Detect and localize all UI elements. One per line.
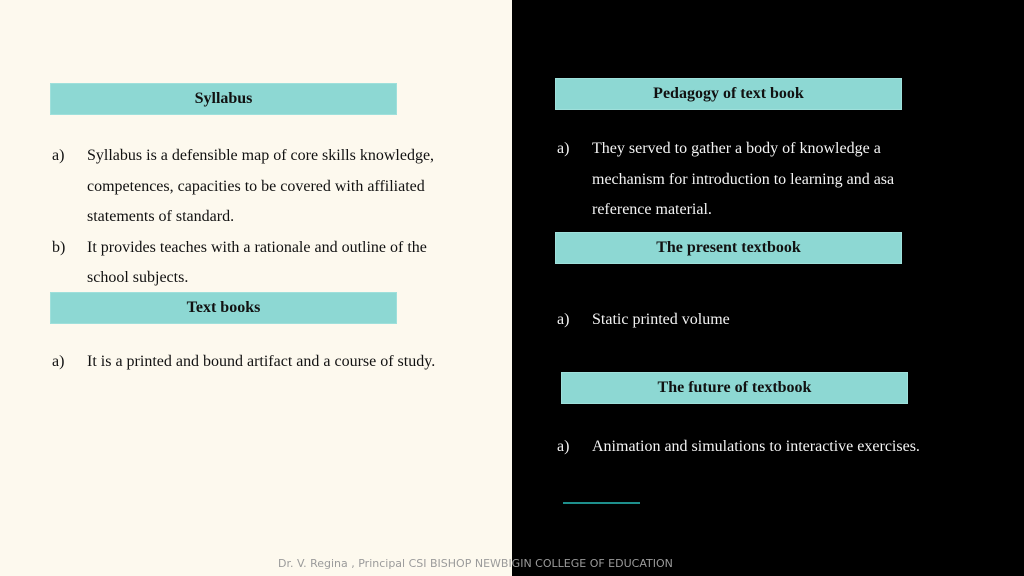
textbooks-list bbox=[52, 347, 492, 378]
list-item bbox=[52, 233, 472, 294]
pedagogy-header bbox=[555, 78, 902, 110]
list-text: It is a printed and bound artifact and a course of study. bbox=[87, 353, 436, 370]
list-text: They served to gather a body of knowledge a mechanism for introduction to learning and asa reference material. bbox=[592, 140, 895, 218]
textbooks-title: Text books bbox=[186, 299, 261, 316]
present-list bbox=[557, 305, 957, 336]
list-item bbox=[557, 432, 997, 463]
list-item bbox=[52, 141, 472, 233]
list-marker: a) bbox=[557, 438, 570, 455]
syllabus-title: Syllabus bbox=[194, 90, 253, 107]
present-title: The present textbook bbox=[656, 239, 801, 256]
footer-credit: Dr. V. Regina , Principal CSI BISHOP NEWBIGIN COLLEGE OF EDUCATION bbox=[278, 557, 673, 570]
pedagogy-list bbox=[557, 134, 937, 226]
list-text: Animation and simulations to interactive exercises. bbox=[592, 438, 920, 455]
list-item bbox=[557, 134, 937, 226]
future-list bbox=[557, 432, 997, 463]
syllabus-header bbox=[50, 83, 397, 115]
list-item bbox=[52, 347, 492, 378]
list-marker: a) bbox=[52, 353, 65, 370]
list-marker: a) bbox=[557, 311, 570, 328]
pedagogy-title: Pedagogy of text book bbox=[653, 85, 804, 102]
list-text: It provides teaches with a rationale and outline of the school subjects. bbox=[87, 238, 427, 286]
syllabus-list bbox=[52, 141, 472, 294]
present-header bbox=[555, 232, 902, 264]
textbooks-header bbox=[50, 292, 397, 324]
list-text: Syllabus is a defensible map of core skills knowledge, competences, capacities to be covered with affiliated statements of standard. bbox=[87, 147, 435, 225]
accent-divider bbox=[563, 502, 640, 504]
list-marker: a) bbox=[557, 140, 570, 157]
future-header bbox=[561, 372, 908, 404]
list-item bbox=[557, 305, 957, 336]
list-text: Static printed volume bbox=[592, 311, 730, 328]
list-marker: b) bbox=[52, 238, 66, 256]
list-marker: a) bbox=[52, 147, 65, 164]
future-title: The future of textbook bbox=[657, 379, 812, 396]
